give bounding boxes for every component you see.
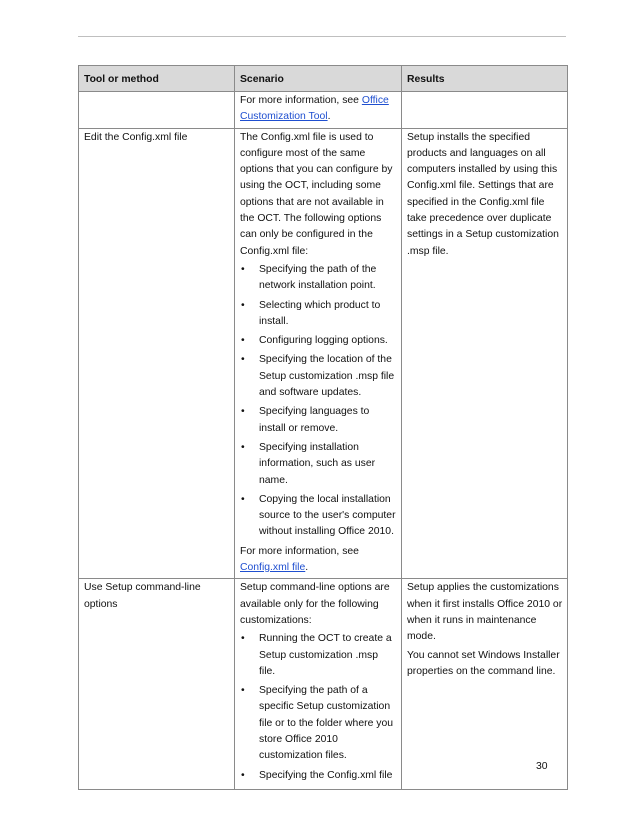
page-number: 30 [536, 761, 548, 772]
list-item-text: Running the OCT to create a Setup customization .msp file. [259, 633, 392, 677]
row1-results-text: Setup installs the specified products and languages on all computers installed by using this Config.xml file. Settings that are specified in the Config.xml file take precedence over duplicate settings in a Setup customization .msp file. [407, 131, 559, 257]
list-item [240, 492, 397, 541]
table-row [79, 579, 568, 790]
list-item-text: Specifying the Config.xml file [259, 769, 393, 781]
row1-scenario-cell [235, 128, 402, 579]
row1-bullet-list [240, 262, 397, 541]
bullet-icon: • [241, 406, 245, 418]
more-info-period: . [327, 111, 331, 123]
table-header-row [79, 66, 568, 92]
config-xml-file-link[interactable]: Config.xml file [240, 562, 306, 574]
row0-more-info [240, 93, 397, 126]
row2-scenario-cell [235, 579, 402, 790]
list-item [240, 352, 397, 401]
list-item-text: Selecting which product to install. [259, 299, 381, 327]
row2-results-cell [402, 579, 568, 790]
list-item [240, 262, 397, 295]
bullet-icon: • [241, 335, 245, 347]
list-item [240, 333, 397, 349]
list-item-text: Specifying installation information, such as user name. [259, 441, 376, 486]
more-info-text: For more information, see [240, 95, 362, 106]
list-item [240, 631, 397, 680]
header-rule [78, 36, 566, 37]
row2-tool-cell [79, 579, 235, 790]
row1-scenario-intro: The Config.xml file is used to configure most of the same options that you can configure by using the OCT, including some options that are not available in the OCT. The following options can only be configured in the Config.xml file: [240, 131, 393, 257]
list-item [240, 683, 397, 764]
bullet-icon: • [241, 633, 245, 645]
list-item-text: Specifying the path of a specific Setup customization file or to the folder where you store Office 2010 customization files. [259, 685, 393, 762]
row1-more-info [240, 544, 397, 577]
list-item [240, 440, 397, 489]
table-row [79, 128, 568, 579]
row0-scenario-cell [235, 92, 402, 129]
list-item-text: Copying the local installation source to the user's computer without installing Office 2010. [259, 493, 396, 538]
bullet-icon: • [241, 685, 245, 697]
list-item-text: Specifying the path of the network installation point. [259, 263, 377, 292]
bullet-icon: • [241, 299, 245, 311]
header-results: Results [402, 66, 568, 92]
list-item [240, 404, 397, 437]
list-item-text: Specifying languages to install or remove. [259, 406, 370, 434]
row2-tool-text: Use Setup command-line options [84, 582, 201, 610]
bullet-icon: • [241, 354, 245, 366]
row1-results-cell [402, 128, 568, 579]
more-info-text: For more information, see [240, 545, 359, 557]
table-row [79, 92, 568, 129]
office-customization-tool-link[interactable]: Office Customization Tool [240, 95, 389, 123]
bullet-icon: • [241, 769, 245, 781]
bullet-icon: • [241, 441, 245, 453]
row1-tool-cell [79, 128, 235, 579]
list-item [240, 768, 397, 784]
list-item-text: Configuring logging options. [259, 335, 388, 347]
header-scenario: Scenario [235, 66, 402, 92]
list-item [240, 298, 397, 331]
row1-tool-text: Edit the Config.xml file [84, 131, 188, 143]
row2-bullet-list [240, 631, 397, 784]
more-info-period: . [305, 562, 309, 574]
bullet-icon: • [241, 263, 245, 275]
row0-results-cell [402, 92, 568, 129]
row0-tool-cell [79, 92, 235, 129]
options-table [78, 65, 568, 790]
header-tool-or-method: Tool or method [79, 66, 235, 92]
list-item-text: Specifying the location of the Setup customization .msp file and software updates. [259, 354, 395, 399]
row2-scenario-intro: Setup command-line options are available only for the following customizations: [240, 582, 390, 626]
bullet-icon: • [241, 493, 245, 505]
row2-results-text-1: Setup applies the customizations when it first installs Office 2010 or when it runs in maintenance mode. [407, 582, 563, 643]
row2-results-text-2: You cannot set Windows Installer properties on the command line. [407, 649, 560, 677]
